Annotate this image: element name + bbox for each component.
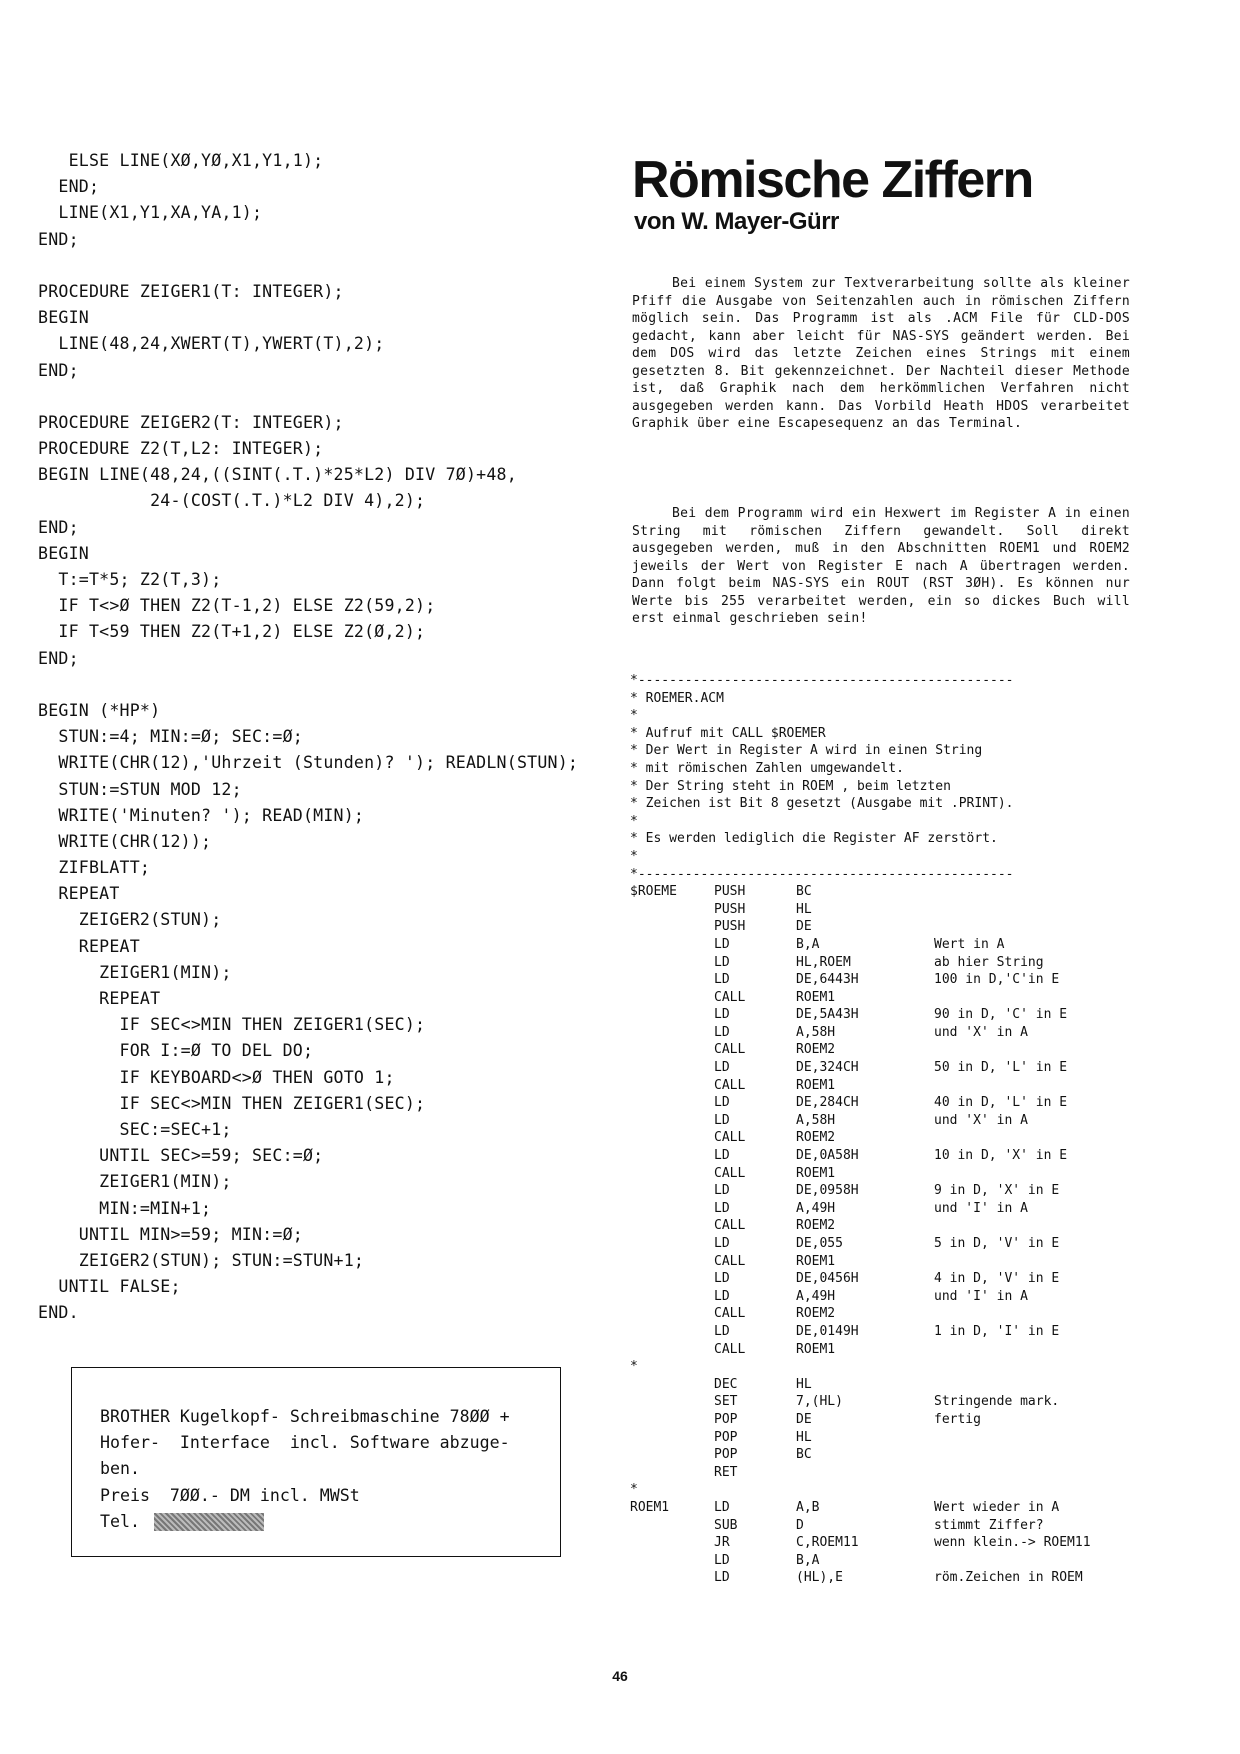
code-line: REPEAT [38, 936, 140, 956]
asm-row [630, 1094, 1140, 1112]
code-line: UNTIL SEC>=59; SEC:=Ø; [38, 1146, 324, 1166]
asm-comment: 9 in D, 'X' in E [934, 1183, 1060, 1199]
article-title: Römische Ziffern [632, 151, 1033, 209]
code-line: ZIFBLATT; [38, 858, 151, 878]
code-line: BEGIN (*HP*) [38, 700, 161, 720]
asm-operand: DE,0149H [796, 1323, 859, 1339]
asm-opcode: CALL [714, 1130, 746, 1146]
asm-row [630, 1059, 1140, 1077]
asm-opcode: LD [714, 1236, 730, 1251]
asm-row [630, 1481, 1140, 1499]
code-line: BEGIN [38, 308, 89, 328]
asm-opcode: CALL [714, 1218, 746, 1234]
asm-operand: ROEM1 [796, 989, 836, 1005]
asm-comment: 100 in D,'C'in E [934, 972, 1060, 988]
article-paragraph-2: Bei dem Programm wird ein Hexwert im Register A in einen String mit römischen Ziffern gewandelt. Soll direkt ausgegeben werden, muß in den Abschnitten ROEM1 und ROEM2 jeweils der Wert von Register E nach A übertragen werden. Dann folgt beim NAS-SYS ein ROUT (RST 3ØH). Es können nur Werte bis 255 verarbeitet werden, ein so dickes Buch will erst einmal geschrieben sein! [632, 506, 1130, 626]
asm-row [630, 971, 1140, 989]
ad-line: Preis 7ØØ.- DM incl. MWSt [100, 1485, 360, 1505]
asm-row [630, 1077, 1140, 1095]
asm-comment: Stringende mark. [934, 1394, 1060, 1410]
ad-line: Hofer- Interface incl. Software abzuge- [100, 1433, 510, 1453]
article-paragraph-1: Bei einem System zur Textverarbeitung sollte als kleiner Pfiff die Ausgabe von Seitenzahlen auch in römischen Ziffern möglich sein. Das Programm ist als .ACM File für CLD-DOS gedacht, kann aber leicht für NAS-SYS geändert werden. Bei dem DOS wird das letzte Zeichen eines Strings mit einem gesetzten 8. Bit gekennzeichnet. Der Nachteil dieser Methode ist, daß Graphik nach dem herkömmlichen Verfahren nicht ausgegeben werden kann. Das Vorbild Heath HDOS verarbeitet Graphik über eine Escapesequenz an das Terminal. [632, 276, 1130, 431]
asm-opcode: LD [714, 1148, 730, 1164]
code-line: REPEAT [38, 884, 120, 904]
asm-opcode: RET [714, 1464, 738, 1480]
asm-comment: Wert wieder in A [934, 1499, 1060, 1515]
ad-line: BROTHER Kugelkopf- Schreibmaschine 78ØØ + [100, 1407, 510, 1426]
asm-code-rows [630, 883, 1140, 1587]
ad-tel-label: Tel. [100, 1511, 140, 1531]
code-line: WRITE('Minuten? '); READ(MIN); [38, 805, 365, 825]
asm-row [630, 1129, 1140, 1147]
asm-comment-line: * Der Wert in Register A wird in einen String [630, 743, 983, 759]
code-line: MIN:=MIN+1; [38, 1198, 212, 1218]
asm-operand: DE,0958H [796, 1183, 859, 1199]
asm-opcode: LD [714, 1323, 730, 1339]
asm-row [630, 1499, 1140, 1517]
asm-row [630, 954, 1140, 972]
asm-comment: wenn klein.-> ROEM11 [934, 1535, 1091, 1551]
asm-operand: DE,284CH [796, 1095, 859, 1111]
code-line: STUN:=STUN MOD 12; [38, 779, 242, 799]
asm-comment: ab hier String [934, 954, 1044, 970]
code-line: ZEIGER1(MIN); [38, 1172, 232, 1192]
asm-comment: 90 in D, 'C' in E [934, 1007, 1068, 1023]
code-line: IF SEC<>MIN THEN ZEIGER1(SEC); [38, 1093, 426, 1113]
ad-lines [100, 1404, 540, 1509]
asm-row [630, 883, 1140, 901]
asm-row [630, 1024, 1140, 1042]
code-line: WRITE(CHR(12),'Uhrzeit (Stunden)? '); READLN(STUN); [38, 753, 579, 773]
asm-operand: ROEM1 [796, 1077, 836, 1093]
asm-comment-line: *------------------------------------------------ [630, 673, 1014, 688]
code-line: UNTIL FALSE; [38, 1277, 181, 1297]
asm-operand: A,49H [796, 1200, 836, 1216]
code-line: LINE(48,24,XWERT(T),YWERT(T),2); [38, 334, 385, 354]
code-line: WRITE(CHR(12)); [38, 831, 212, 851]
assembler-listing [630, 672, 1140, 1587]
code-line: IF T<>Ø THEN Z2(T-1,2) ELSE Z2(59,2); [38, 596, 436, 616]
asm-operand: ROEM2 [796, 1306, 836, 1322]
asm-comment: 1 in D, 'I' in E [934, 1323, 1060, 1339]
asm-opcode: CALL [714, 989, 746, 1005]
asm-operand: ROEM1 [796, 1253, 836, 1269]
asm-comment: und 'X' in A [934, 1024, 1028, 1040]
asm-row [630, 1288, 1140, 1306]
asm-row [630, 1446, 1140, 1464]
asm-opcode: POP [714, 1411, 738, 1427]
asm-comment: und 'X' in A [934, 1112, 1028, 1128]
asm-row [630, 1569, 1140, 1587]
classified-ad-box [71, 1367, 561, 1557]
asm-opcode: LD [714, 1095, 730, 1111]
asm-operand: B,A [796, 936, 820, 952]
code-line: PROCEDURE ZEIGER1(T: INTEGER); [38, 281, 344, 301]
asm-comment-line: *------------------------------------------------ [630, 866, 1014, 882]
article-author: von W. Mayer-Gürr [634, 208, 839, 235]
asm-row [630, 901, 1140, 919]
asm-operand: ROEM2 [796, 1218, 836, 1234]
asm-header-comments [630, 672, 1140, 883]
asm-opcode: LD [714, 972, 730, 988]
code-line: IF SEC<>MIN THEN ZEIGER1(SEC); [38, 1015, 426, 1035]
asm-opcode: LD [714, 1183, 730, 1199]
classified-ad-text [100, 1404, 540, 1535]
asm-opcode: CALL [714, 1306, 746, 1322]
asm-operand: A,B [796, 1499, 820, 1515]
asm-row [630, 918, 1140, 936]
asm-row [630, 1006, 1140, 1024]
page-number: 46 [612, 1668, 628, 1684]
asm-opcode: LD [714, 1060, 730, 1076]
asm-comment: 4 in D, 'V' in E [934, 1271, 1060, 1287]
asm-operand: DE,0A58H [796, 1148, 859, 1164]
code-line [38, 384, 608, 410]
asm-opcode: CALL [714, 1077, 746, 1093]
asm-operand: HL [796, 1376, 812, 1392]
asm-row [630, 1517, 1140, 1535]
asm-comment-line: * Aufruf mit CALL $ROEMER [630, 725, 826, 741]
asm-opcode: LD [714, 1288, 730, 1304]
asm-opcode: LD [714, 1271, 730, 1287]
code-line: UNTIL MIN>=59; MIN:=Ø; [38, 1224, 303, 1244]
asm-opcode: PUSH [714, 901, 746, 917]
code-line: BEGIN [38, 543, 89, 563]
asm-row [630, 1270, 1140, 1288]
asm-comment-line: * [630, 813, 638, 829]
code-line: IF KEYBOARD<>Ø THEN GOTO 1; [38, 1067, 395, 1087]
asm-operand: DE,324CH [796, 1060, 859, 1076]
code-line: LINE(X1,Y1,XA,YA,1); [38, 203, 263, 223]
asm-row [630, 1464, 1140, 1482]
asm-opcode: SET [714, 1394, 738, 1410]
code-line: PROCEDURE Z2(T,L2: INTEGER); [38, 439, 324, 459]
asm-row [630, 1429, 1140, 1447]
redacted-phone-number [154, 1513, 264, 1531]
code-line: END; [38, 360, 79, 380]
asm-opcode: DEC [714, 1376, 738, 1392]
asm-comment: fertig [934, 1411, 981, 1427]
asm-operand: D [796, 1517, 804, 1533]
asm-opcode: CALL [714, 1042, 746, 1058]
code-line: END; [38, 177, 100, 197]
asm-row [630, 1393, 1140, 1411]
asm-operand: ROEM1 [796, 1165, 836, 1181]
asm-row [630, 1552, 1140, 1570]
code-line: T:=T*5; Z2(T,3); [38, 570, 222, 589]
code-line: END; [38, 517, 79, 537]
asm-comment-line: * ROEMER.ACM [630, 690, 724, 706]
asm-operand: (HL),E [796, 1570, 843, 1586]
asm-opcode: PUSH [714, 884, 746, 900]
code-line: FOR I:=Ø TO DEL DO; [38, 1041, 314, 1061]
asm-label: ROEM1 [630, 1499, 670, 1515]
asm-comment: und 'I' in A [934, 1200, 1028, 1216]
asm-operand: DE [796, 919, 812, 935]
asm-operand: HL [796, 1429, 812, 1445]
asm-label: $ROEME [630, 884, 677, 900]
asm-opcode: CALL [714, 1341, 746, 1357]
asm-opcode: POP [714, 1447, 738, 1463]
asm-opcode: LD [714, 1200, 730, 1216]
code-line: 24-(COST(.T.)*L2 DIV 4),2); [38, 491, 426, 511]
asm-comment-line: * Zeichen ist Bit 8 gesetzt (Ausgabe mit .PRINT). [630, 796, 1014, 812]
asm-operand: DE,055 [796, 1236, 843, 1251]
code-line: END. [38, 1303, 79, 1323]
asm-row [630, 1112, 1140, 1130]
asm-operand: A,49H [796, 1288, 836, 1304]
asm-opcode: LD [714, 1552, 730, 1568]
asm-row [630, 1305, 1140, 1323]
asm-operand: DE [796, 1411, 812, 1427]
asm-operand: A,58H [796, 1024, 836, 1040]
code-line: ZEIGER2(STUN); STUN:=STUN+1; [38, 1250, 365, 1270]
ad-tel-line [100, 1509, 540, 1535]
asm-opcode: CALL [714, 1253, 746, 1269]
asm-label: * [630, 1359, 638, 1375]
asm-row [630, 1253, 1140, 1271]
code-line: SEC:=SEC+1; [38, 1119, 232, 1139]
code-line [38, 253, 608, 279]
code-line: ELSE LINE(XØ,YØ,X1,Y1,1); [38, 151, 324, 170]
asm-comment-line: * [630, 708, 638, 724]
code-line: ZEIGER1(MIN); [38, 962, 232, 982]
asm-opcode: LD [714, 1024, 730, 1040]
asm-row [630, 1041, 1140, 1059]
asm-operand: BC [796, 884, 812, 900]
asm-row [630, 1200, 1140, 1218]
asm-row [630, 1217, 1140, 1235]
asm-row [630, 1358, 1140, 1376]
asm-operand: DE,6443H [796, 972, 859, 988]
code-line: ZEIGER2(STUN); [38, 910, 222, 930]
asm-comment-line: * Es werden lediglich die Register AF zerstört. [630, 831, 998, 847]
code-line: IF T<59 THEN Z2(T+1,2) ELSE Z2(Ø,2); [38, 622, 426, 642]
asm-row [630, 1182, 1140, 1200]
asm-opcode: LD [714, 1570, 730, 1586]
asm-comment: röm.Zeichen in ROEM [934, 1570, 1083, 1586]
asm-comment-line: * [630, 848, 638, 864]
asm-opcode: POP [714, 1429, 738, 1445]
ad-line: ben. [100, 1459, 140, 1479]
asm-opcode: CALL [714, 1165, 746, 1181]
asm-comment: 10 in D, 'X' in E [934, 1148, 1068, 1164]
asm-row [630, 1147, 1140, 1165]
asm-operand: A,58H [796, 1112, 836, 1128]
asm-opcode: LD [714, 1112, 730, 1128]
asm-operand: ROEM2 [796, 1130, 836, 1146]
asm-comment: 40 in D, 'L' in E [934, 1095, 1068, 1111]
code-line [38, 672, 608, 698]
code-line: END; [38, 648, 79, 668]
asm-operand: DE,0456H [796, 1271, 859, 1287]
asm-operand: HL,ROEM [796, 954, 851, 970]
code-line: PROCEDURE ZEIGER2(T: INTEGER); [38, 412, 344, 432]
code-line: BEGIN LINE(48,24,((SINT(.T.)*25*L2) DIV 7Ø)+48, [38, 465, 517, 485]
asm-comment-line: * Der String steht in ROEM , beim letzten [630, 778, 951, 794]
asm-comment: stimmt Ziffer? [934, 1517, 1044, 1533]
asm-operand: ROEM2 [796, 1042, 836, 1058]
asm-operand: DE,5A43H [796, 1007, 859, 1023]
asm-opcode: PUSH [714, 919, 746, 935]
asm-row [630, 1411, 1140, 1429]
code-line: REPEAT [38, 989, 161, 1008]
asm-row [630, 936, 1140, 954]
asm-comment: und 'I' in A [934, 1288, 1028, 1304]
asm-operand: 7,(HL) [796, 1394, 843, 1410]
asm-opcode: LD [714, 936, 730, 952]
asm-opcode: JR [714, 1535, 730, 1551]
asm-row [630, 1323, 1140, 1341]
asm-comment: 50 in D, 'L' in E [934, 1060, 1068, 1076]
asm-opcode: SUB [714, 1517, 738, 1533]
asm-operand: ROEM1 [796, 1341, 836, 1357]
asm-comment: Wert in A [934, 936, 1005, 952]
asm-row [630, 989, 1140, 1007]
asm-row [630, 1376, 1140, 1394]
asm-operand: HL [796, 901, 812, 917]
asm-row [630, 1165, 1140, 1183]
asm-operand: B,A [796, 1552, 820, 1568]
asm-row [630, 1235, 1140, 1253]
asm-operand: BC [796, 1447, 812, 1463]
pascal-code-listing [38, 148, 608, 1328]
asm-opcode: LD [714, 1499, 730, 1515]
asm-label: * [630, 1482, 638, 1498]
asm-opcode: LD [714, 954, 730, 970]
asm-row [630, 1341, 1140, 1359]
asm-operand: C,ROEM11 [796, 1535, 859, 1551]
code-line: STUN:=4; MIN:=Ø; SEC:=Ø; [38, 727, 303, 747]
asm-opcode: LD [714, 1007, 730, 1023]
asm-comment-line: * mit römischen Zahlen umgewandelt. [630, 760, 904, 776]
code-line: END; [38, 229, 79, 249]
asm-row [630, 1534, 1140, 1552]
asm-comment: 5 in D, 'V' in E [934, 1236, 1060, 1251]
